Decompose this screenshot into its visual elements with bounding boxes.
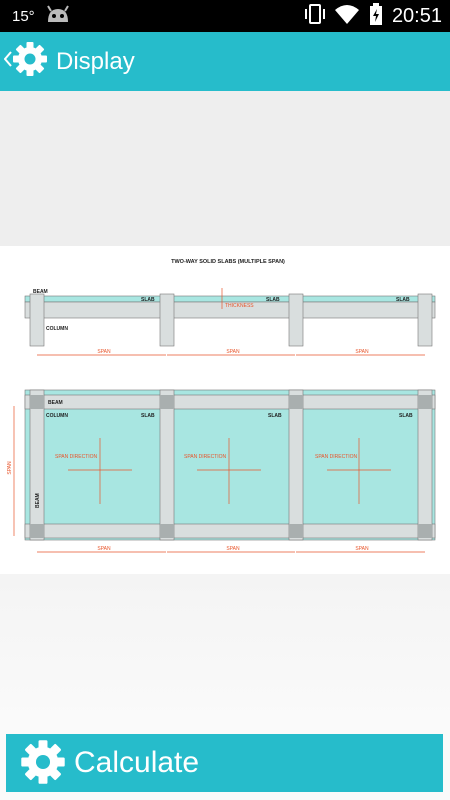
- chevron-left-icon[interactable]: [4, 51, 12, 72]
- slab-label: SLAB: [141, 297, 155, 303]
- page-title: Display: [56, 47, 135, 75]
- diagram-title: TWO-WAY SOLID SLABS (MULTIPLE SPAN): [171, 259, 285, 265]
- clock: 20:51: [391, 4, 442, 27]
- bottom-spacer: [0, 574, 450, 724]
- temperature: 15°: [12, 7, 35, 25]
- span-label: SPAN: [355, 546, 369, 552]
- slab-label: SLAB: [268, 413, 282, 419]
- slab-label: SLAB: [399, 413, 413, 419]
- gear-icon: [20, 739, 66, 788]
- column-label: COLUMN: [46, 326, 68, 332]
- beam-label: BEAM: [33, 289, 48, 295]
- thickness-label: THICKNESS: [225, 303, 254, 309]
- gear-icon[interactable]: [12, 41, 48, 82]
- column-label: COLUMN: [46, 413, 68, 419]
- top-spacer: [0, 91, 450, 246]
- span-direction-label: SPAN DIRECTION: [184, 454, 227, 460]
- span-direction-label: SPAN DIRECTION: [315, 454, 358, 460]
- span-label: SPAN: [97, 349, 111, 355]
- wifi-icon: [334, 3, 360, 30]
- slab-label: SLAB: [266, 297, 280, 303]
- section-view: [25, 288, 435, 355]
- app-bar: [0, 32, 450, 91]
- vibrate-icon: [305, 3, 325, 30]
- slab-diagram: [0, 246, 450, 574]
- span-direction-label: SPAN DIRECTION: [55, 454, 98, 460]
- span-label: SPAN: [7, 461, 13, 475]
- plan-view: [7, 390, 435, 552]
- battery-charging-icon: [369, 3, 383, 30]
- slab-label: SLAB: [141, 413, 155, 419]
- status-bar: [0, 0, 450, 32]
- span-label: SPAN: [355, 349, 369, 355]
- span-label: SPAN: [226, 349, 240, 355]
- calculate-label: Calculate: [74, 746, 200, 779]
- calculate-button[interactable]: [6, 734, 443, 792]
- beam-label: BEAM: [48, 400, 63, 406]
- android-icon: [45, 3, 71, 30]
- span-label: SPAN: [226, 546, 240, 552]
- span-label: SPAN: [97, 546, 111, 552]
- slab-label: SLAB: [396, 297, 410, 303]
- beam-label: BEAM: [35, 493, 41, 508]
